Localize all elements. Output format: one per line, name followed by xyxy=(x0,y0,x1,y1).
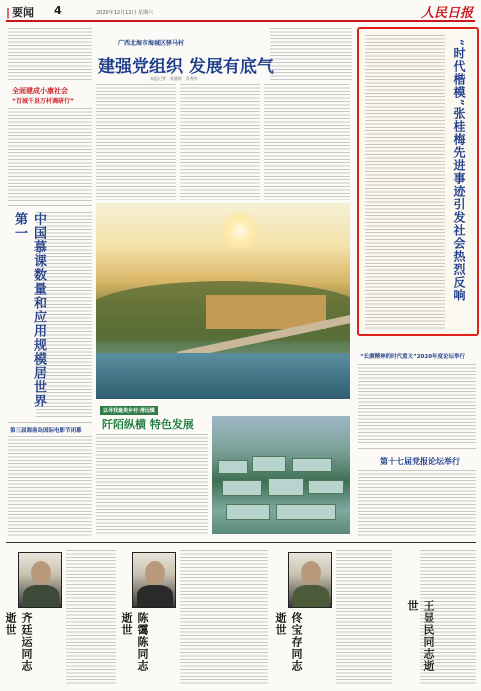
obituary-name-4: 王显民同志逝世 xyxy=(406,600,435,672)
lead-kicker: 广西北海市海城区驿马村 xyxy=(118,40,185,47)
obituary-name-1: 齐廷运同志逝世 xyxy=(4,612,33,672)
issue-date: 2020年12月12日 星期六 xyxy=(96,10,154,16)
right-brief-2-text xyxy=(358,470,476,536)
left-vertical-story-text xyxy=(36,212,92,418)
highlighted-article-text xyxy=(365,35,445,329)
lead-body-col-3 xyxy=(264,84,350,200)
page-number: 4 xyxy=(54,4,62,17)
center-story-text xyxy=(96,434,208,534)
farmland-photo xyxy=(212,416,350,534)
section-label: | 要闻 xyxy=(6,6,35,19)
center-headline: 阡陌纵横 特色发展 xyxy=(102,418,194,431)
lead-body-col-2 xyxy=(180,84,260,200)
obituary-band-rule xyxy=(6,542,476,543)
right-brief-1-text xyxy=(358,364,476,444)
masthead-logo: 人民日报 xyxy=(420,6,473,21)
obituary-name-3: 佟宝存同志逝世 xyxy=(274,612,303,672)
left-red-subtitle: “百城千县万村调研行” xyxy=(12,98,74,105)
obituary-text-2 xyxy=(180,550,268,684)
divider xyxy=(358,448,476,449)
lead-headline: 建强党组织 发展有底气 xyxy=(98,57,274,77)
lead-body-col-1 xyxy=(96,84,176,200)
right-brief-2-title: 第十七届党报论坛举行 xyxy=(380,457,460,466)
obituary-text-1 xyxy=(66,550,116,684)
river xyxy=(96,353,350,399)
left-brief-title: 第三届海南岛国际电影节闭幕 xyxy=(10,428,82,434)
obituary-portrait-3 xyxy=(288,552,332,608)
obituary-portrait-2 xyxy=(132,552,176,608)
left-story-text xyxy=(8,108,92,202)
divider xyxy=(8,205,92,206)
obituary-name-2: 陈霭陈同志逝世 xyxy=(120,612,149,672)
obituary-text-4 xyxy=(420,550,476,684)
main-landscape-photo xyxy=(96,203,350,399)
divider xyxy=(8,422,92,423)
left-top-text xyxy=(8,28,92,80)
right-brief-1-title: “长赓精神的时代意义”2020年度论坛举行 xyxy=(360,354,466,360)
page-header xyxy=(6,4,475,22)
lead-body-top-right xyxy=(270,28,352,80)
obituary-portrait-1 xyxy=(18,552,62,608)
obituary-text-3 xyxy=(336,550,392,684)
highlighted-article-box[interactable] xyxy=(357,27,479,336)
left-vertical-headline: 中国慕课数量和应用规模居世界第一 xyxy=(12,212,46,408)
left-brief-text xyxy=(8,436,92,536)
lead-byline: 本报记者 张健勋 吴秀华 xyxy=(150,76,198,81)
sun-glow xyxy=(220,211,260,251)
highlighted-vertical-headline: “时代楷模”张桂梅先进事迹引发社会热烈反响 xyxy=(452,39,466,302)
center-story-tag: 以寻找最美乡村·清远镇 xyxy=(100,406,158,415)
left-red-title: 全面建成小康社会 xyxy=(12,87,68,95)
